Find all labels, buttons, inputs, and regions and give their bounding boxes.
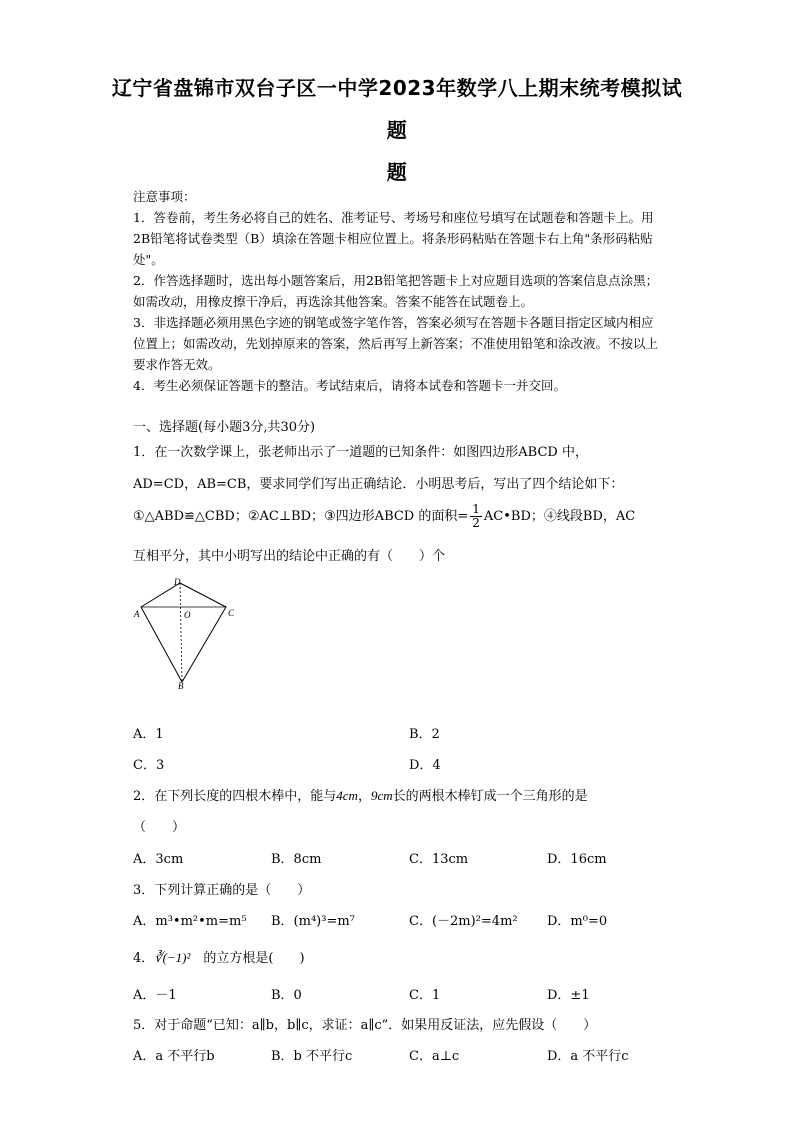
q2-line1 <box>133 785 673 804</box>
q2-option-a: A．3cm <box>133 852 184 867</box>
kite-outline <box>141 583 226 682</box>
q1-line1: 1．在一次数学课上，张老师出示了一道题的已知条件：如图四边形ABCD 中， <box>133 445 588 460</box>
quadrilateral-figure <box>130 578 240 694</box>
length-4cm: 4cm <box>336 788 358 803</box>
q1-option-b: B．2 <box>409 727 440 742</box>
notes-heading: 注意事项： <box>133 189 196 204</box>
q2-line1-part-b: 长的两根木棒钉成一个三角形的是 <box>392 789 588 804</box>
q3-option-b: B．(m⁴)³=m⁷ <box>271 914 355 929</box>
notes-block <box>133 186 663 396</box>
label-a: A <box>134 609 140 619</box>
label-b: B <box>178 681 184 690</box>
q4-option-d: D．±1 <box>547 988 590 1003</box>
q1-line3-part-a: ①△ABD≌△CBD；②AC⊥BD；③四边形ABCD 的面积= <box>133 509 469 524</box>
q4-option-b: B．0 <box>271 988 302 1003</box>
q5-option-b: B．b 不平行c <box>271 1049 353 1064</box>
q1-option-d: D．4 <box>409 758 441 773</box>
q4-suffix: 的立方根是( ) <box>203 951 305 966</box>
q1-line2: AD=CD，AB=CB，要求同学们写出正确结论．小明思考后，写出了四个结论如下： <box>133 477 624 492</box>
kite-diagram <box>130 578 240 690</box>
q2-line2: （ ） <box>133 820 186 835</box>
q5-option-a: A．a 不平行b <box>133 1049 215 1064</box>
q5-line1: 5．对于命题“已知：a∥b，b∥c，求证：a∥c”．如果用反证法，应先假设（ ） <box>133 1018 597 1033</box>
q4-line1 <box>133 947 673 966</box>
notes-item: 3．非选择题必须用黑色字迹的钢笔或签字笔作答，答案必须写在答题卡各题目指定区域内相应位置上；如需改动，先划掉原来的答案，然后再写上新答案；不准使用铅笔和涂改液。不按以上要求作答无效。 <box>133 315 659 372</box>
section-heading: 一、选择题(每小题3分,共30分) <box>133 420 316 435</box>
q2-separator: ， <box>357 789 371 804</box>
q1-option-a: A．1 <box>133 727 164 742</box>
q2-option-d: D．16cm <box>547 852 607 867</box>
cube-root-expression: ∛(−1)² <box>154 950 191 965</box>
q2-line1-part-a: 2．在下列长度的四根木棒中，能与 <box>133 789 337 804</box>
q1-option-c: C．3 <box>133 758 165 773</box>
q5-option-d: D．a 不平行c <box>547 1049 629 1064</box>
q5-option-c: C．a⊥c <box>409 1049 460 1064</box>
exam-title-line1: 辽宁省盘锦市双台子区一中学2023年数学八上期末统考模拟试 <box>111 76 683 100</box>
q2-option-c: C．13cm <box>409 852 469 867</box>
q2-option-b: B．8cm <box>271 852 322 867</box>
half-fraction: $\frac{1}{2}$ <box>472 502 480 530</box>
q1-line3-part-b: AC•BD；④线段BD，AC <box>483 509 636 524</box>
q3-option-c: C．(－2m)²=4m² <box>409 914 518 929</box>
q4-option-a: A．－1 <box>133 988 177 1003</box>
length-9cm: 9cm <box>370 788 393 803</box>
exam-title-line2: 题 <box>386 118 408 142</box>
q4-prefix: 4． <box>133 951 155 966</box>
q1-line4: 互相平分，其中小明写出的结论中正确的有（ ）个 <box>133 549 446 564</box>
q4-option-c: C．1 <box>409 988 441 1003</box>
q3-line1: 3．下列计算正确的是（ ） <box>133 883 311 898</box>
label-d: D <box>174 578 181 587</box>
label-c: C <box>228 608 235 618</box>
notes-item: 1．答卷前，考生务必将自己的姓名、准考证号、考场号和座位号填写在试题卷和答题卡上。用2B铅笔将试卷类型（B）填涂在答题卡相应位置上。将条形码粘贴在答题卡右上角"条形码粘贴处"。 <box>133 210 654 267</box>
q1-line3 <box>133 503 673 530</box>
q3-option-a: A．m³•m²•m=m⁵ <box>133 914 247 929</box>
diagonal-bd <box>180 583 182 682</box>
label-o: O <box>184 610 191 620</box>
q3-option-d: D．m⁰=0 <box>547 914 608 929</box>
exam-title-line3: 题 <box>386 160 408 184</box>
notes-item: 4．考生必须保证答题卡的整洁。考试结束后，请将本试卷和答题卡一并交回。 <box>133 378 566 393</box>
notes-item: 2．作答选择题时，选出每小题答案后，用2B铅笔把答题卡上对应题目选项的答案信息点涂黑；如需改动，用橡皮擦干净后，再选涂其他答案。答案不能答在试题卷上。 <box>133 273 659 309</box>
